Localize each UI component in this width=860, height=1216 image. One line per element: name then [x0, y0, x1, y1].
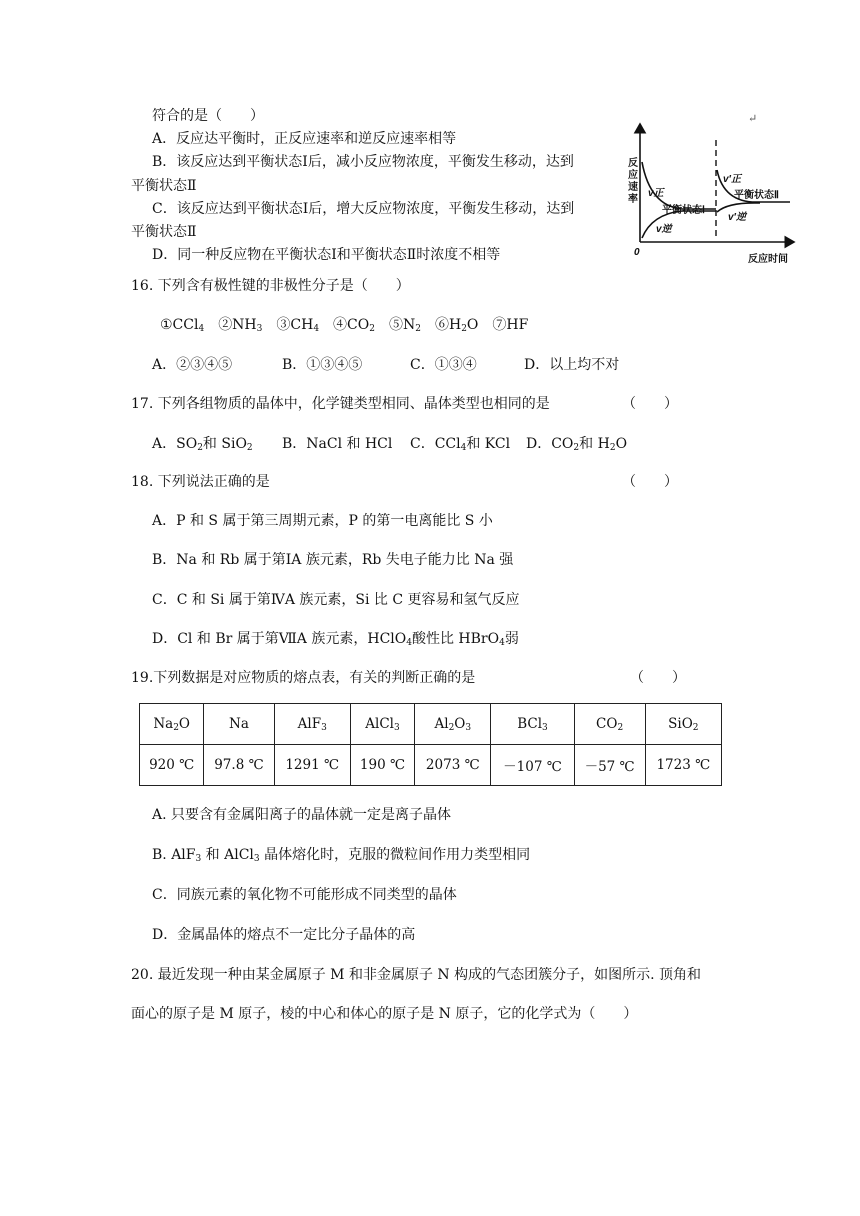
q18-option-b: B．Na 和 Rb 属于第ⅠA 族元素，Rb 失电子能力比 Na 强 — [152, 552, 514, 568]
q15-option-c-line1: C．该反应达到平衡状态Ⅰ后，增大反应物浓度，平衡发生移动，达到 — [152, 201, 575, 217]
q15-option-d: D．同一种反应物在平衡状态Ⅰ和平衡状态Ⅱ时浓度不相等 — [152, 247, 501, 263]
v-forward2-label: v′正 — [723, 174, 741, 185]
q16-option-a: A．②③④⑤ — [152, 357, 233, 373]
v-forward-curve — [642, 162, 716, 209]
state2-label: 平衡状态Ⅱ — [734, 190, 779, 201]
return-mark: ↵ — [748, 112, 758, 125]
q16-molecule-list: ①CCl$_4$ $②NH_3$ $③CH_4$ $④CO_2$ $⑤N_2$ $⑥H_2O$ ⑦HF — [160, 317, 529, 334]
q18-option-a: A．P 和 S 属于第三周期元素，P 的第一电离能比 S 小 — [152, 513, 493, 529]
q15-option-a: A．反应达平衡时，正反应速率和逆反应速率相等 — [152, 131, 457, 147]
header-bcl3: BCl$_3$ — [491, 704, 574, 745]
q18-option-d: D．Cl 和 Br 属于第ⅦA 族元素，HClO$_4$酸性比 HBrO$_4$弱 — [152, 631, 519, 648]
q17-answer-paren: （ ） — [622, 396, 678, 412]
value-na: 97.8 ℃ — [204, 745, 274, 786]
header-na: Na — [204, 704, 274, 745]
value-bcl3: －107 ℃ — [491, 745, 574, 786]
q16-option-c: C．①③④ — [410, 357, 477, 373]
q19-answer-paren: （ ） — [630, 670, 686, 686]
x-label: 反应时间 — [748, 254, 788, 265]
header-co2: $CO_2$ — [574, 704, 645, 745]
value-alf3: 1291 ℃ — [274, 745, 350, 786]
q18-answer-paren: （ ） — [622, 474, 678, 490]
value-alcl3: 190 ℃ — [350, 745, 414, 786]
q15-option-b-line2: 平衡状态Ⅱ — [131, 178, 197, 194]
q15-option-b-line1: B．该反应达到平衡状态Ⅰ后，减小反应物浓度，平衡发生移动，达到 — [152, 154, 574, 170]
header-sio2: SiO$_2$ — [645, 704, 721, 745]
v-reverse2-curve — [717, 203, 760, 212]
q19-option-b: B. AlF$_3$ 和 AlCl$_3$ 晶体熔化时，克服的微粒间作用力类型相同 — [152, 847, 531, 864]
header-alf3: AlF$_3$ — [274, 704, 350, 745]
value-co2: －57 ℃ — [574, 745, 645, 786]
v-reverse2-label: v′逆 — [728, 212, 746, 223]
reaction-rate-graph — [624, 110, 799, 268]
q19-option-a: A. 只要含有金属阳离子的晶体就一定是离子晶体 — [152, 807, 452, 823]
state1-label: 平衡状态Ⅰ — [662, 205, 705, 216]
header-na2o: $Na_2O$ — [140, 704, 204, 745]
v-reverse-label: v逆 — [656, 224, 672, 235]
q16-stem: 16. 下列含有极性键的非极性分子是（ ） — [131, 278, 410, 294]
origin-label: 0 — [634, 247, 640, 258]
header-al2o3: $Al_2O_3$ — [415, 704, 491, 745]
q15-option-c-line2: 平衡状态Ⅱ — [131, 224, 197, 240]
q17-option-c: C．CCl$_4$和 KCl — [410, 436, 511, 453]
y-label-2: 应 — [628, 170, 638, 181]
q15-stem-tail: 符合的是（ ） — [152, 108, 264, 124]
y-label-3: 速 — [628, 182, 638, 193]
value-al2o3: 2073 ℃ — [415, 745, 491, 786]
q18-stem: 18. 下列说法正确的是 — [131, 474, 270, 490]
y-label-4: 率 — [628, 194, 638, 205]
value-sio2: 1723 ℃ — [645, 745, 721, 786]
table-header-row — [140, 704, 722, 745]
q17-option-b: B．NaCl 和 HCl — [282, 436, 393, 452]
q19-option-c: C．同族元素的氧化物不可能形成不同类型的晶体 — [152, 887, 457, 903]
table-value-row — [140, 745, 722, 786]
q17-option-a: A．$SO_2$和 SiO$_2$ — [152, 436, 253, 453]
q16-option-d: D．以上均不对 — [524, 357, 620, 373]
q19-stem: 19.下列数据是对应物质的熔点表，有关的判断正确的是 — [131, 670, 476, 686]
v-forward-label: v正 — [648, 188, 664, 199]
q19-option-d: D．金属晶体的熔点不一定比分子晶体的高 — [152, 927, 416, 943]
q20-line2: 面心的原子是 M 原子，棱的中心和体心的原子是 N 原子，它的化学式为（ ） — [131, 1006, 638, 1022]
header-alcl3: AlCl$_3$ — [350, 704, 414, 745]
q17-option-d: D．$CO_2$和 $H_2O$ — [526, 436, 628, 453]
melting-point-table — [139, 703, 722, 786]
q18-option-c: C．C 和 Si 属于第ⅣA 族元素，Si 比 C 更容易和氢气反应 — [152, 592, 520, 608]
q17-stem: 17. 下列各组物质的晶体中，化学键类型相同、晶体类型也相同的是 — [131, 396, 550, 412]
y-label-1: 反 — [628, 158, 638, 169]
q16-option-b: B．①③④⑤ — [282, 357, 363, 373]
value-na2o: 920 ℃ — [140, 745, 204, 786]
q20-line1: 20. 最近发现一种由某金属原子 M 和非金属原子 N 构成的气态团簇分子，如图所示. 顶角和 — [131, 967, 701, 983]
